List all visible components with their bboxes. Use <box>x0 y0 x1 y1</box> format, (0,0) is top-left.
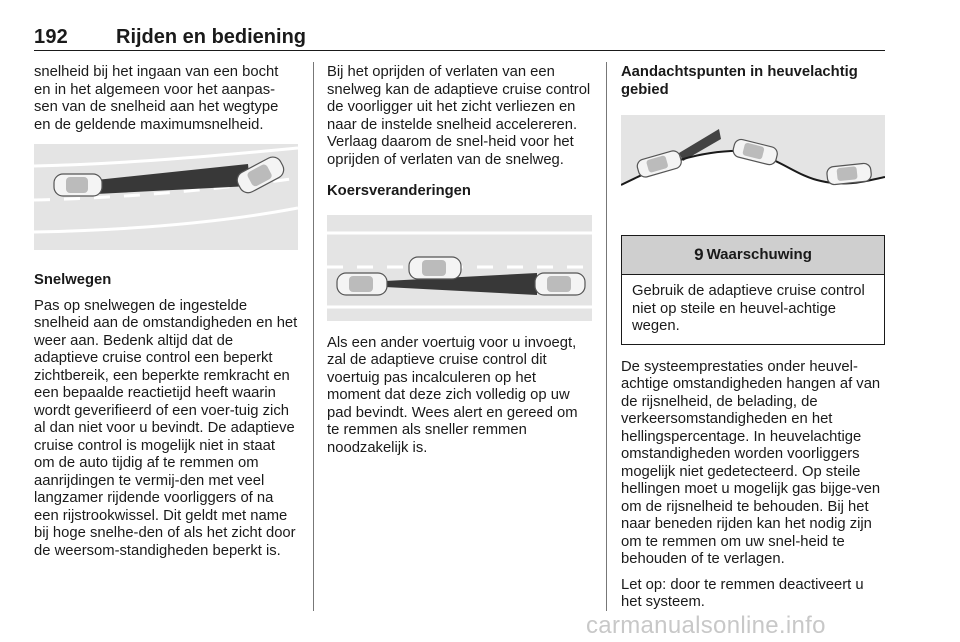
car-icon <box>54 174 102 196</box>
highway-curve-illustration <box>34 144 298 250</box>
column-1 <box>34 64 298 568</box>
warning-text: Gebruik de adaptieve cruise control niet op steile en heuvel-achtige wegen. <box>632 283 865 334</box>
intro-paragraph: snelheid bij het ingaan van een bocht en in het algemeen voor het aanpas-sen van de snelheid aan het wegtype en de geldende maximumsnelheid. <box>34 64 279 133</box>
lane-change-illustration <box>327 215 592 321</box>
warning-title: Waarschuwing <box>706 246 812 264</box>
brake-note-paragraph: Let op: door te remmen deactiveert u het systeem. <box>621 576 864 610</box>
page-number: 192 <box>34 26 68 48</box>
warning-box <box>621 235 885 345</box>
heading-snelwegen: Snelwegen <box>34 272 112 288</box>
section-title: Rijden en bediening <box>116 26 307 48</box>
column-3 <box>621 64 885 620</box>
snelwegen-paragraph: Pas op snelwegen de ingestelde snelheid aan de omstandigheden en het weer aan. Bedenk altijd dat de adaptieve cruise control een beperkt zichtbereik, een beperkte remkracht en een bepaalde reactietijd heeft waarin wordt geverifieerd of een voer-tuig zich al dan niet voor u bevindt. De adaptieve cruise control is mogelijk niet in staat om de auto tijdig af te remmen om aanrijdingen te vermij-den met veel langzamer rijdende voorliggers of na een rijstrookwissel. Dit geldt met name bij hoge snelhe-den of als het zicht door de weersom-standigheden beperkt is. <box>34 297 298 559</box>
column-2 <box>327 64 592 465</box>
hilly-road-illustration <box>621 115 885 201</box>
warning-header <box>622 236 884 275</box>
car-icon <box>535 273 585 295</box>
car-icon <box>826 163 872 186</box>
lane-change-paragraph: Als een ander voertuig voor u invoegt, zal de adaptieve cruise control dit voertuig pas incalculeren op het moment dat deze zich volledig op uw pad bevindt. Wees alert en gereed om te remmen als sneller remmen noodzakelijk is. <box>327 334 578 456</box>
column-divider <box>313 62 314 611</box>
car-icon <box>409 257 461 279</box>
watermark: carmanualsonline.info <box>586 612 826 639</box>
car-icon <box>337 273 387 295</box>
heading-koersveranderingen: Koersveranderingen <box>327 183 471 199</box>
heading-heuvelachtig: Aandachtspunten in heuvelachtig gebied <box>621 64 858 98</box>
warning-icon: 9 <box>694 245 704 265</box>
exit-paragraph: Bij het oprijden of verlaten van een snelweg kan de adaptieve cruise control de voorligger uit het zicht verliezen en naar de instelde snelheid accelereren. Verlaag daarom de snel-heid voor het oprijden of verlaten van de snelweg. <box>327 64 591 168</box>
hilly-paragraph: De systeemprestaties onder heuvel-achtige omstandigheden hangen af van de rijsnelheid, de belading, de verkeersomstandigheden en het hellingspercentage. In heuvelachtige omstandigheden worden voorliggers mogelijk niet gedetecteerd. Op steile hellingen moet u mogelijk gas bijge-ven om de rijsnelheid te behouden. Bij het naar beneden rijden kan het nodig zijn om te remmen om uw snel-heid te behouden of te verlagen. <box>621 358 881 567</box>
column-divider <box>606 62 607 611</box>
page-header <box>34 26 885 51</box>
